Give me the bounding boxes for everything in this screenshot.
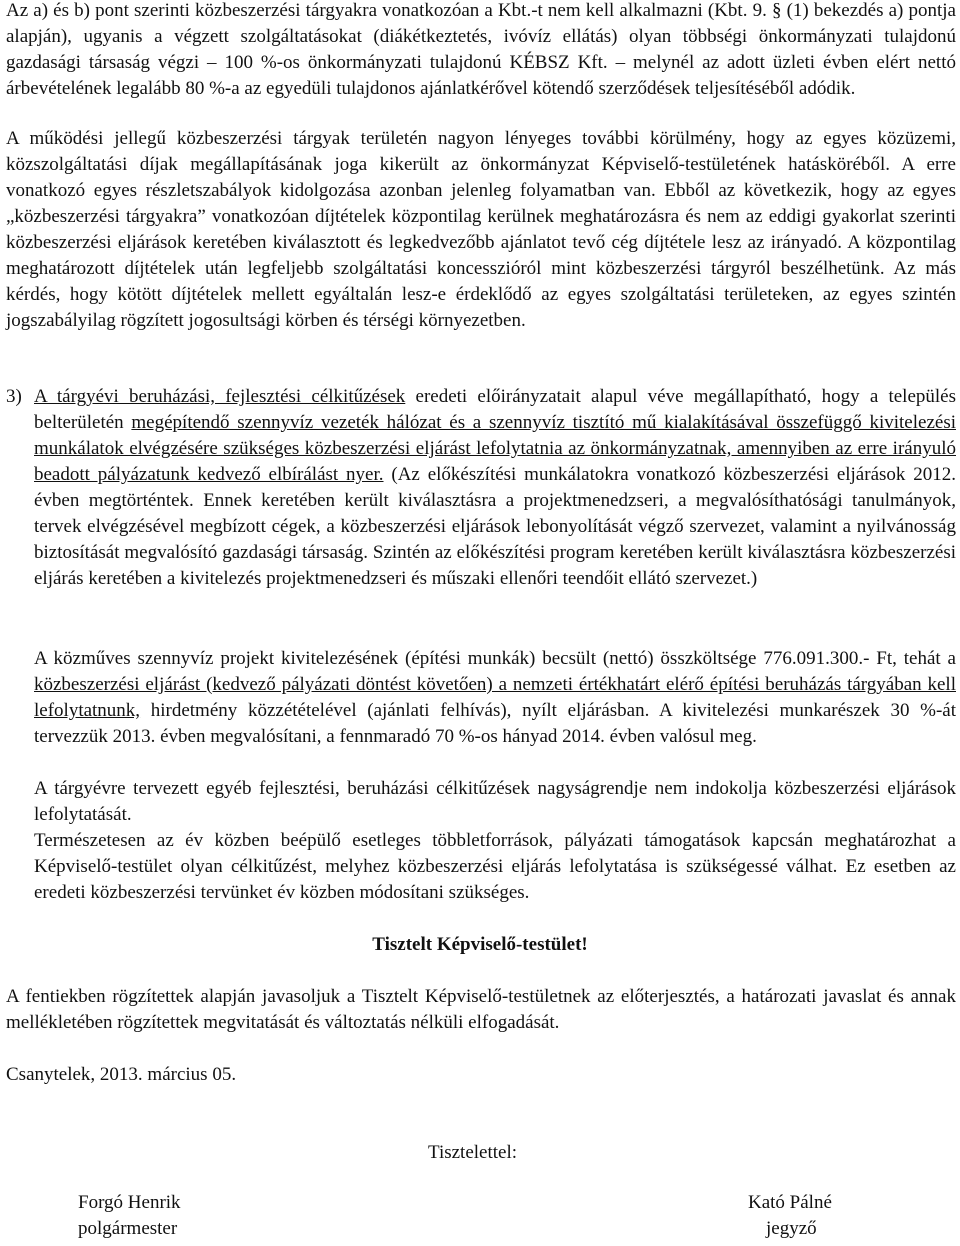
underlined-text: megépítendő szennyvíz vezeték hálózat és a szennyvíz tisztító mű kialakításával összefüggő kivitelezési munkálatok elvégzésére szükséges közbeszerzési eljárást lefolytatnia az önkormányzatnak, amennyiben az erre irányuló beadott pályázatunk kedvező elbírálást nyer. xyxy=(34,412,956,485)
paragraph-investment-goals xyxy=(34,384,956,592)
signer-right-name: Kató Pálné xyxy=(748,1192,832,1213)
list-item-number: 3) xyxy=(6,386,22,407)
place-date: Csanytelek, 2013. március 05. xyxy=(6,1064,237,1085)
signer-left-title: polgármester xyxy=(78,1218,178,1239)
paragraph-kbt-exemption: Az a) és b) pont szerinti közbeszerzési tárgyakra vonatkozóan a Kbt.-t nem kell alkalmazni (Kbt. 9. § (1) bekezdés a) pontja alapján), ugyanis a végzett szolgáltatásokat (diákétkeztetés, ivóvíz ellátás) olyan többségi önkormányzati tulajdonú gazdasági társaság végzi – 100 %-os önkormányzati tulajdonú KÉBSZ Kft. – melynél az adott üzleti évben elért nettó árbevételének legalább 80 %-a az egyedüli tulajdonos ajánlatkérővel kötendő szerződések teljesítéséből adódik. xyxy=(6,0,956,99)
underlined-text: közbeszerzési eljárást (kedvező pályázati döntést követően) a nemzeti értékhatárt elérő építési beruházás tárgyában kell lefolytatnunk, xyxy=(34,674,956,721)
text-run: eredeti előirányzatait alapul véve megállapítható, hogy a település belterületén xyxy=(34,386,957,433)
signer-right-title: jegyző xyxy=(766,1218,817,1239)
paragraph-utility-fees: A működési jellegű közbeszerzési tárgyak területén nagyon lényeges további körülmény, hogy az egyes közüzemi, közszolgáltatási díjak megállapításának joga kikerült az önkormányzat Képviselő-testületének hatásköréből. A erre vonatkozó egyes részletszabályok kidolgozása azonban jelenleg folyamatban van. Ebből az következik, hogy az egyes „közbeszerzési tárgyakra” vonatkozóan díjtételek központilag kerülnek meghatározásra és nem az eddigi gyakorlat szerinti közbeszerzési eljárások keretében kiválasztott és legkedvezőbb ajánlatot tevő cég díjtétele lesz az irányadó. A központilag meghatározott díjtételek után legfeljebb szolgáltatási koncesszióról mint közbeszerzési tárgyról beszélhetünk. Az más kérdés, hogy kötött díjtételek mellett egyáltalán lesz-e érdeklődő az egyes szolgáltatási területeken, az egyes szintén jogszabályilag rögzített jogosultsági körben és térségi környezetben. xyxy=(6,128,956,331)
paragraph-proposal: A fentiekben rögzítettek alapján javasoljuk a Tisztelt Képviselő-testületnek az előterjesztés, a határozati javaslat és annak mellékletében rögzítettek megvitatását és változtatás nélküli elfogadását. xyxy=(6,986,956,1033)
salutation-heading: Tisztelt Képviselő-testület! xyxy=(372,934,588,955)
underlined-text: A tárgyévi beruházási, fejlesztési célkitűzések xyxy=(34,386,406,407)
paragraph-other-goals: A tárgyévre tervezett egyéb fejlesztési, beruházási célkitűzések nagyságrendje nem indokolja közbeszerzési eljárások lefolytatását. xyxy=(34,778,956,825)
signer-left-name: Forgó Henrik xyxy=(78,1192,181,1213)
text-run: (Az előkészítési munkálatokra vonatkozó közbeszerzési eljárások 2012. évben megtörténtek. Ennek keretében került kiválasztásra a projektmenedzseri, a megvalósíthatósági tanulmányok, tervek elvégzésével megbízott cégek, a közbeszerzési eljárások lebonyolítását végző szervezet, valamint a nyilvánosság biztosítását megvalósító gazdasági társaság. Szintén az előkészítési program keretében került kiválasztásra közbeszerzési eljárás keretében a kivitelezés projektmenedzseri és műszaki ellenőri teendőit ellátó szervezet.) xyxy=(34,464,956,589)
paragraph-sewer-project-cost xyxy=(34,646,956,750)
paragraph-extra-funds: Természetesen az év közben beépülő esetleges többletforrások, pályázati támogatások kapcsán meghatározhat a Képviselő-testület olyan célkitűzést, melyhez közbeszerzési eljárás lefolytatása is szükségessé válhat. Ez esetben az eredeti közbeszerzési tervünket év közben módosítani szükséges. xyxy=(34,830,956,903)
closing-greeting: Tisztelettel: xyxy=(428,1142,518,1163)
text-run: A közműves szennyvíz projekt kivitelezésének (építési munkák) becsült (nettó) összköltsége 776.091.300.- Ft, tehát a xyxy=(34,648,956,669)
text-run: hirdetmény közzétételével (ajánlati felhívás), nyílt eljárásban. A kivitelezési munkarészek 30 %-át tervezzük 2013. évben megvalósítani, a fennmaradó 70 %-os hányad 2014. évben valósul meg. xyxy=(34,700,956,747)
